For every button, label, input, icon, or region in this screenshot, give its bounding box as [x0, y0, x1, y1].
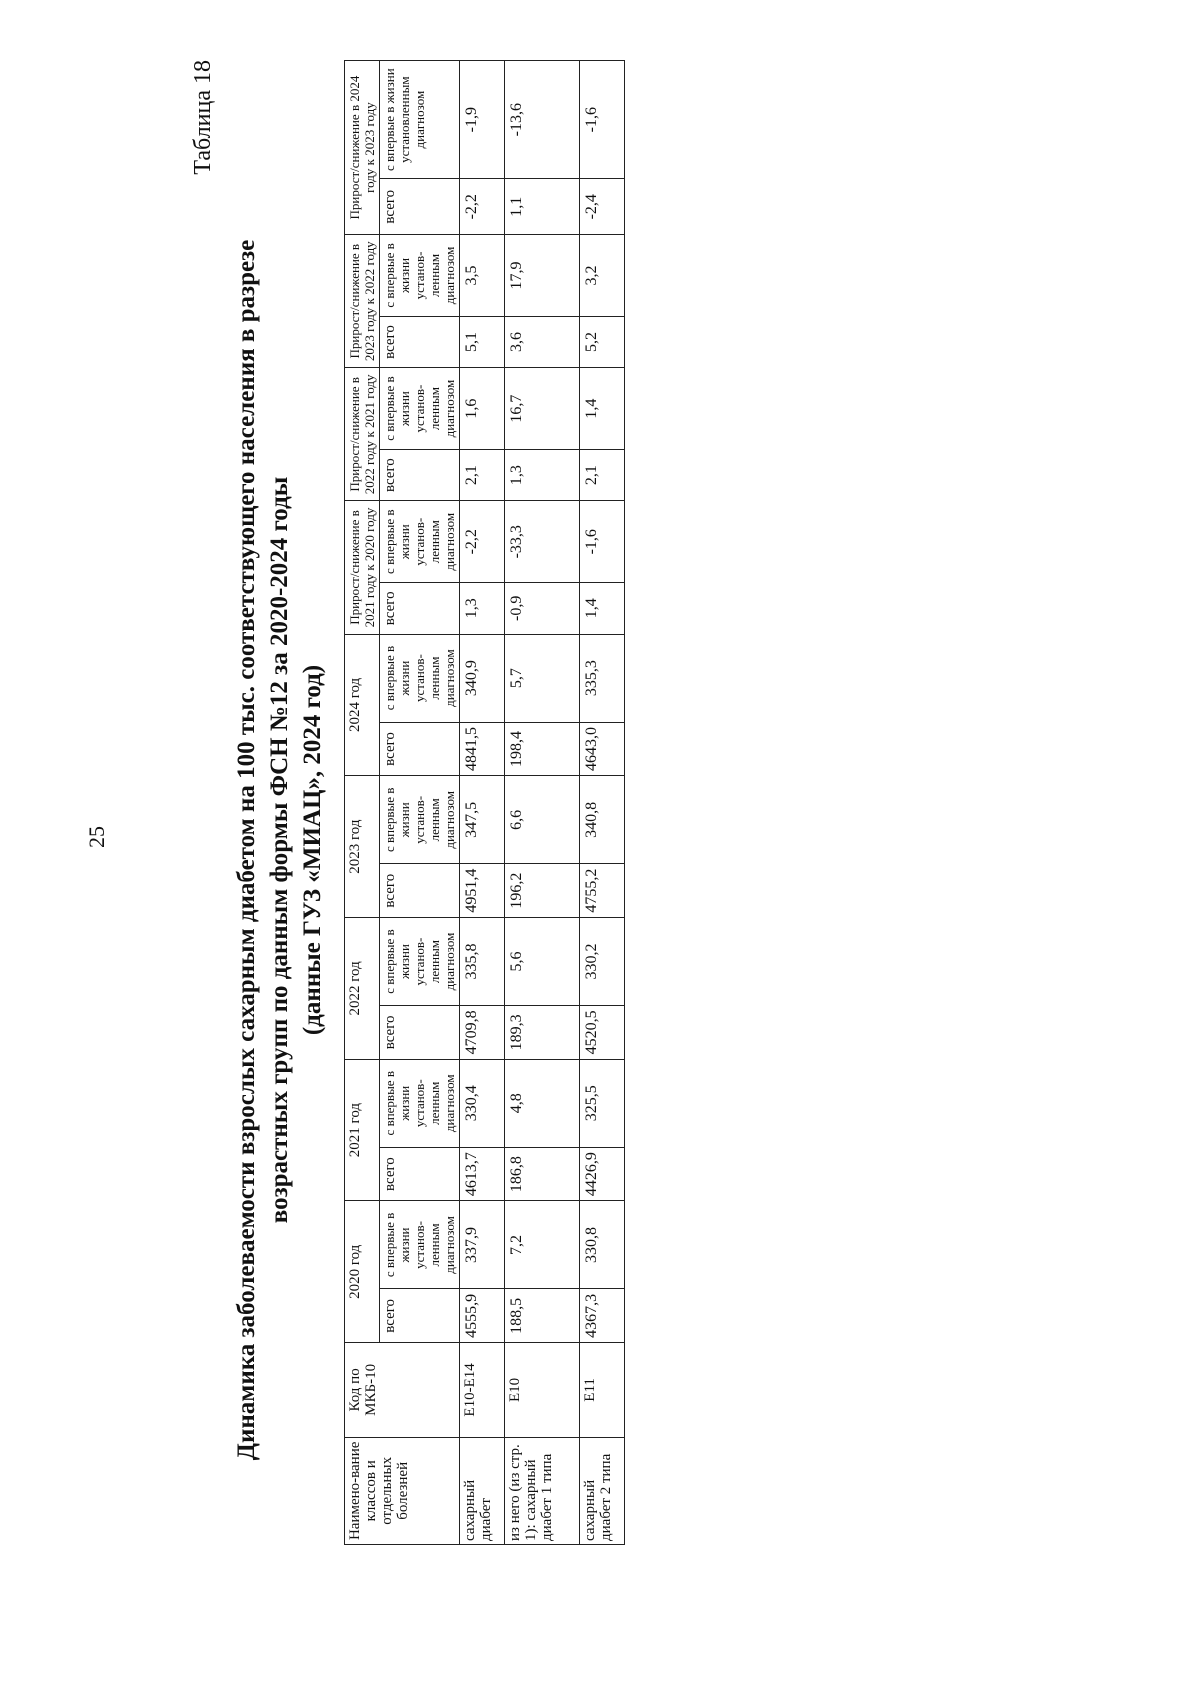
table-cell: 17,9 — [505, 235, 580, 317]
header-year-2024: 2024 год — [345, 634, 380, 776]
subheader-total: всего — [380, 179, 460, 235]
table-cell: 330,8 — [580, 1201, 625, 1289]
table-cell: 2,1 — [580, 449, 625, 501]
subheader-first: с впервые в жизни установ-ленным диагнозом — [380, 776, 460, 864]
table-caption: Таблица 18 — [190, 60, 216, 175]
subheader-first: с впервые в жизни установ-ленным диагнозом — [380, 634, 460, 722]
header-code-col: Код по МКБ-10 — [345, 1343, 460, 1437]
subheader-total: всего — [380, 449, 460, 501]
table-cell: -2,2 — [460, 179, 505, 235]
table-cell: 196,2 — [505, 864, 580, 918]
table-cell: 4367,3 — [580, 1289, 625, 1343]
table-cell: -13,6 — [505, 61, 580, 179]
table-cell: 340,8 — [580, 776, 625, 864]
subheader-total: всего — [380, 1289, 460, 1343]
table-cell: 1,3 — [460, 583, 505, 635]
table-cell: 4555,9 — [460, 1289, 505, 1343]
table-cell: 330,4 — [460, 1059, 505, 1147]
table-cell: 325,5 — [580, 1059, 625, 1147]
table-cell: 186,8 — [505, 1147, 580, 1201]
table-cell: 189,3 — [505, 1006, 580, 1060]
row-name: сахарный диабет — [460, 1437, 505, 1544]
table-cell: 4520,5 — [580, 1006, 625, 1060]
subheader-first: с впервые в жизни установ-ленным диагнозом — [380, 235, 460, 317]
title-line-1: Динамика заболеваемости взрослых сахарным диабетом на 100 тыс. соответствующего населения в разрезе — [233, 239, 260, 1461]
table-cell: 7,2 — [505, 1201, 580, 1289]
table-cell: 4841,5 — [460, 722, 505, 776]
table-cell: 5,7 — [505, 634, 580, 722]
table-row — [460, 61, 505, 1545]
header-year-2021: 2021 год — [345, 1059, 380, 1201]
table-cell: 1,3 — [505, 449, 580, 501]
page-number: 25 — [84, 826, 109, 848]
subheader-first: с впервые в жизни установ-ленным диагнозом — [380, 918, 460, 1006]
subheader-first: с впервые в жизни установ-ленным диагнозом — [380, 1059, 460, 1147]
table-cell: 1,4 — [580, 583, 625, 635]
row-code: E11 — [580, 1343, 625, 1437]
header-growth-2024: Прирост/снижение в 2024 году к 2023 году — [345, 61, 380, 235]
table-cell: 4613,7 — [460, 1147, 505, 1201]
table-cell: -2,4 — [580, 179, 625, 235]
table-cell: 1,4 — [580, 368, 625, 450]
header-row-1 — [345, 61, 380, 1545]
table-cell: 1,6 — [460, 368, 505, 450]
row-name: из него (из стр. 1): сахарный диабет 1 типа — [505, 1437, 580, 1544]
table-cell: 5,6 — [505, 918, 580, 1006]
table-cell: 188,5 — [505, 1289, 580, 1343]
table-cell: 16,7 — [505, 368, 580, 450]
table-cell: 335,3 — [580, 634, 625, 722]
header-year-2023: 2023 год — [345, 776, 380, 918]
table-cell: 5,2 — [580, 316, 625, 368]
header-name-col: Наимено-вание классов и отдельных болезней — [345, 1437, 460, 1544]
table-cell: -33,3 — [505, 501, 580, 583]
table-row — [505, 61, 580, 1545]
row-name: сахарный диабет 2 типа — [580, 1437, 625, 1544]
table-cell: -0,9 — [505, 583, 580, 635]
header-year-2022: 2022 год — [345, 918, 380, 1060]
subheader-first-last: с впервые в жизни установленным диагнозом — [380, 61, 460, 179]
header-row-2 — [380, 61, 460, 1545]
header-growth-2022: Прирост/снижение в 2022 году к 2021 году — [345, 368, 380, 501]
subheader-total: всего — [380, 722, 460, 776]
subheader-total: всего — [380, 1147, 460, 1201]
subheader-total: всего — [380, 864, 460, 918]
table-cell: 335,8 — [460, 918, 505, 1006]
header-year-2020: 2020 год — [345, 1201, 380, 1343]
table-cell: -1,9 — [460, 61, 505, 179]
row-code: E10-E14 — [460, 1343, 505, 1437]
table-cell: -2,2 — [460, 501, 505, 583]
table-cell: 1,1 — [505, 179, 580, 235]
table-cell: 4426,9 — [580, 1147, 625, 1201]
document-title — [230, 60, 329, 1640]
table-cell: 347,5 — [460, 776, 505, 864]
table-cell: 198,4 — [505, 722, 580, 776]
table-cell: 3,6 — [505, 316, 580, 368]
subheader-total: всего — [380, 316, 460, 368]
table-cell: 6,6 — [505, 776, 580, 864]
table-cell: 4709,8 — [460, 1006, 505, 1060]
subheader-first: с впервые в жизни установ-ленным диагнозом — [380, 501, 460, 583]
row-code: E10 — [505, 1343, 580, 1437]
rotated-content — [190, 60, 690, 1640]
table-cell: -1,6 — [580, 501, 625, 583]
table-cell: 4643,0 — [580, 722, 625, 776]
table-cell: 4951,4 — [460, 864, 505, 918]
subheader-total: всего — [380, 1006, 460, 1060]
table-cell: 340,9 — [460, 634, 505, 722]
table-row — [580, 61, 625, 1545]
table-cell: 5,1 — [460, 316, 505, 368]
table-cell: 337,9 — [460, 1201, 505, 1289]
header-growth-2023: Прирост/снижение в 2023 году к 2022 году — [345, 235, 380, 368]
table-cell: 3,2 — [580, 235, 625, 317]
title-line-2: возрастных групп по данным формы ФСН №12 за 2020-2024 годы — [266, 476, 293, 1224]
table-cell: 4,8 — [505, 1059, 580, 1147]
subheader-first: с впервые в жизни установ-ленным диагнозом — [380, 368, 460, 450]
morbidity-table — [344, 60, 625, 1545]
table-cell: 3,5 — [460, 235, 505, 317]
header-growth-2021: Прирост/снижение в 2021 году к 2020 году — [345, 501, 380, 634]
table-cell: 4755,2 — [580, 864, 625, 918]
table-cell: 2,1 — [460, 449, 505, 501]
table-cell: -1,6 — [580, 61, 625, 179]
table-cell: 330,2 — [580, 918, 625, 1006]
subheader-total: всего — [380, 583, 460, 635]
subheader-first: с впервые в жизни установ-ленным диагнозом — [380, 1201, 460, 1289]
title-line-3: (данные ГУЗ «МИАЦ», 2024 год) — [299, 664, 326, 1036]
